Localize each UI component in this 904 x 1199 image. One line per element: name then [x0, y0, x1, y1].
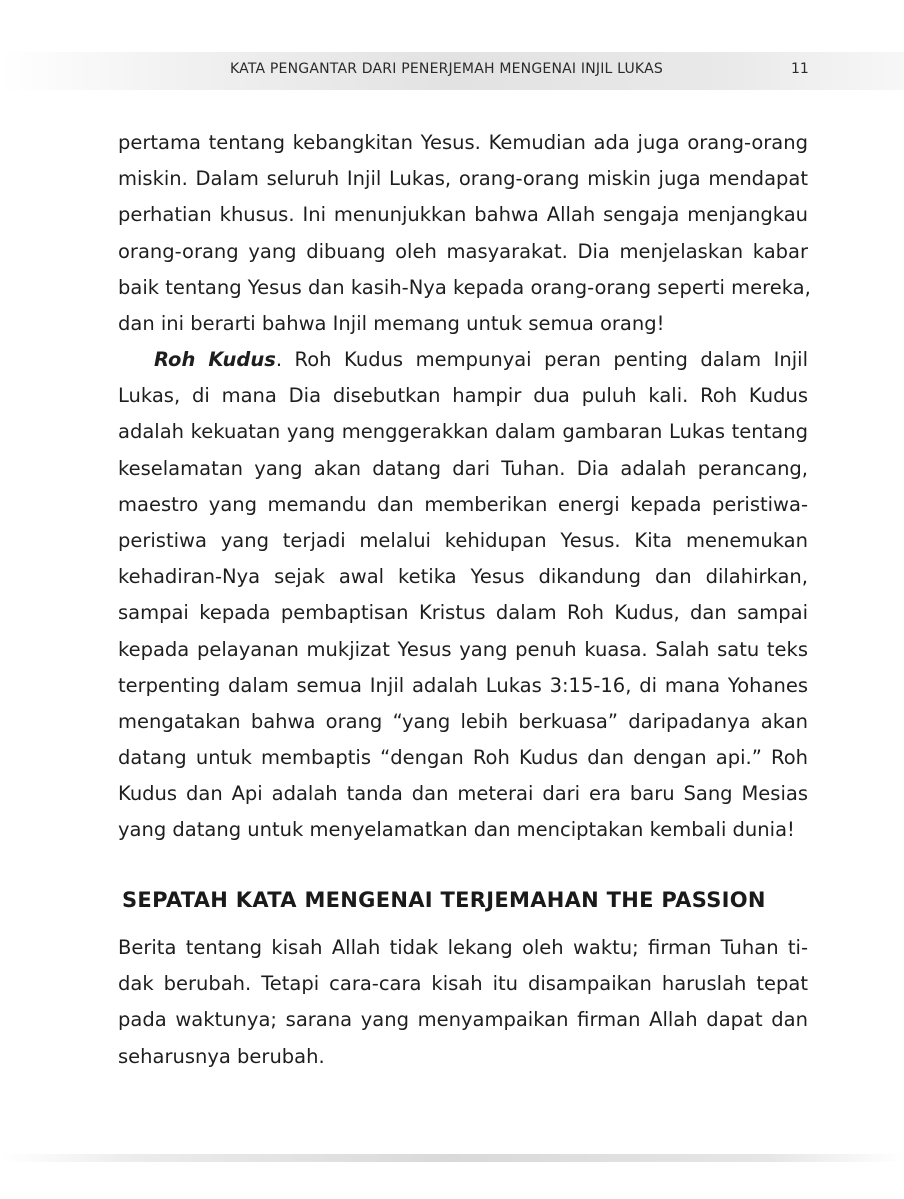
text-line: Kudus dan Api adalah tanda dan meterai dari era baru Sang Mesias [118, 782, 808, 806]
text-line: yang datang untuk menyelamatkan dan menciptakan kembali dunia! [118, 818, 795, 842]
paragraph-holy-spirit [118, 342, 808, 849]
text-line: Lukas, di mana Dia disebutkan hampir dua puluh kali. Roh Kudus [118, 384, 808, 408]
run-in-heading: Roh Kudus [154, 348, 276, 371]
running-header-title: KATA PENGANTAR DARI PENERJEMAH MENGENAI INJIL LUKAS [230, 61, 663, 77]
text-line: dan ini berarti bahwa Injil memang untuk semua orang! [118, 311, 665, 335]
text-line: orang-orang yang dibuang oleh masyarakat. Dia menjelaskan kabar [118, 239, 808, 263]
text-line: Berita tentang kisah Allah tidak lekang oleh waktu; firman Tuhan ti- [118, 936, 808, 959]
text-line: perhatian khusus. Ini menunjukkan bahwa Allah sengaja menjangkau [118, 203, 808, 227]
text-line: peristiwa yang terjadi melalui kehidupan Yesus. Kita menemukan [118, 528, 808, 552]
text-line: mengatakan bahwa orang “yang lebih berkuasa” daripadanya akan [118, 709, 808, 733]
text-line: pertama tentang kebangkitan Yesus. Kemudian ada juga orang-orang [118, 131, 808, 154]
text-line: keselamatan yang akan datang dari Tuhan. Dia adalah perancang, [118, 456, 808, 480]
text-line: datang untuk membaptis “dengan Roh Kudus dan dengan api.” Roh [118, 746, 808, 770]
text-line: maestro yang memandu dan memberikan energi kepada peristiwa- [118, 492, 808, 516]
text-line: terpenting dalam semua Injil adalah Lukas 3:15-16, di mana Yohanes [118, 673, 808, 697]
text-run: . Roh Kudus mempunyai peran penting dalam Injil [275, 348, 808, 371]
text-line: miskin. Dalam seluruh Injil Lukas, orang-orang miskin juga mendapat [118, 167, 808, 191]
text-line: sampai kepada pembaptisan Kristus dalam Roh Kudus, dan sampai [118, 601, 808, 625]
text-line: seharusnya berubah. [118, 1044, 325, 1068]
footer-band [0, 1154, 904, 1162]
paragraph-translation [118, 930, 808, 1075]
text-line: adalah kekuatan yang menggerakkan dalam gambaran Lukas tentang [118, 420, 808, 444]
text-line: dak berubah. Tetapi cara-cara kisah itu disampaikan haruslah tepat [118, 972, 808, 996]
text-line: baik tentang Yesus dan kasih-Nya kepada orang-orang seperti mereka, [118, 275, 811, 299]
text-line [118, 342, 808, 378]
text-line: kehadiran-Nya sejak awal ketika Yesus dikandung dan dilahirkan, [118, 565, 808, 589]
section-heading: SEPATAH KATA MENGENAI TERJEMAHAN THE PASSION [122, 888, 766, 912]
text-line: kepada pelayanan mukjizat Yesus yang penuh kuasa. Salah satu teks [118, 637, 808, 661]
paragraph-poor [118, 125, 811, 342]
page-number: 11 [791, 61, 809, 77]
text-line: pada waktunya; sarana yang menyampaikan firman Allah dapat dan [118, 1008, 808, 1032]
